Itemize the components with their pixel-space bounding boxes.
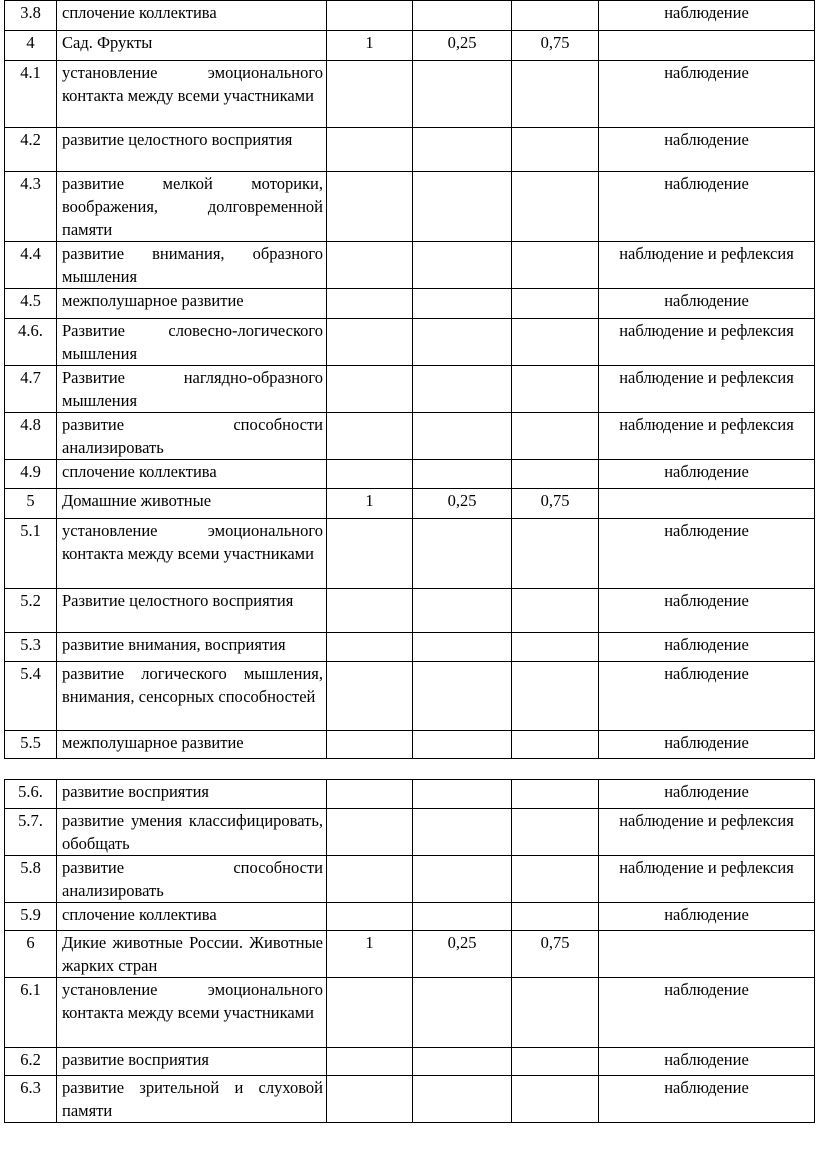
hours-practice-cell <box>512 289 599 319</box>
row-number-cell: 5.9 <box>5 903 57 931</box>
control-form-cell <box>599 489 815 519</box>
hours-total-cell <box>327 519 413 589</box>
hours-practice-cell: 0,75 <box>512 931 599 978</box>
table-row <box>5 731 815 759</box>
row-number-cell: 4.8 <box>5 413 57 460</box>
topic-cell: Дикие животные России. Животные жарких стран <box>57 931 327 978</box>
control-form-cell: наблюдение и рефлексия <box>599 319 815 366</box>
hours-theory-cell <box>413 978 512 1048</box>
hours-practice-cell <box>512 1 599 31</box>
hours-theory-cell <box>413 809 512 856</box>
hours-practice-cell <box>512 856 599 903</box>
hours-theory-cell <box>413 589 512 633</box>
row-number-cell: 6.2 <box>5 1048 57 1076</box>
row-number-cell: 4.9 <box>5 460 57 489</box>
table-row <box>5 289 815 319</box>
control-form-cell: наблюдение и рефлексия <box>599 242 815 289</box>
row-number-cell: 4.5 <box>5 289 57 319</box>
row-number-cell: 5.3 <box>5 633 57 662</box>
table-row <box>5 1 815 31</box>
table-row <box>5 366 815 413</box>
hours-practice-cell <box>512 1048 599 1076</box>
hours-practice-cell <box>512 780 599 809</box>
hours-theory-cell <box>413 61 512 128</box>
hours-practice-cell <box>512 413 599 460</box>
topic-cell: установление эмоционального контакта между всеми участниками <box>57 978 327 1048</box>
row-number-cell: 4.6. <box>5 319 57 366</box>
table-row <box>5 931 815 978</box>
topic-cell: развитие умения классифицировать, обобщать <box>57 809 327 856</box>
hours-theory-cell <box>413 731 512 759</box>
row-number-cell: 6.3 <box>5 1076 57 1123</box>
table-row <box>5 489 815 519</box>
table-row <box>5 809 815 856</box>
control-form-cell: наблюдение <box>599 731 815 759</box>
row-number-cell: 5 <box>5 489 57 519</box>
topic-cell: Развитие целостного восприятия <box>57 589 327 633</box>
row-number-cell: 4.3 <box>5 172 57 242</box>
hours-total-cell <box>327 809 413 856</box>
hours-total-cell <box>327 413 413 460</box>
control-form-cell: наблюдение <box>599 662 815 731</box>
hours-practice-cell <box>512 978 599 1048</box>
topic-cell: развитие восприятия <box>57 780 327 809</box>
hours-total-cell <box>327 1 413 31</box>
hours-total-cell <box>327 1048 413 1076</box>
hours-total-cell <box>327 172 413 242</box>
hours-practice-cell <box>512 460 599 489</box>
hours-practice-cell <box>512 809 599 856</box>
hours-theory-cell <box>413 662 512 731</box>
hours-total-cell <box>327 662 413 731</box>
topic-cell: развитие способности анализировать <box>57 856 327 903</box>
control-form-cell: наблюдение и рефлексия <box>599 856 815 903</box>
row-number-cell: 4.1 <box>5 61 57 128</box>
hours-total-cell <box>327 903 413 931</box>
topic-cell: сплочение коллектива <box>57 903 327 931</box>
topic-cell: сплочение коллектива <box>57 460 327 489</box>
topic-cell: развитие восприятия <box>57 1048 327 1076</box>
hours-practice-cell <box>512 662 599 731</box>
topic-cell: развитие внимания, образного мышления <box>57 242 327 289</box>
hours-total-cell <box>327 856 413 903</box>
table-row <box>5 519 815 589</box>
hours-theory-cell <box>413 903 512 931</box>
table-row <box>5 319 815 366</box>
table-row <box>5 172 815 242</box>
row-number-cell: 5.6. <box>5 780 57 809</box>
hours-total-cell <box>327 242 413 289</box>
topic-cell: Сад. Фрукты <box>57 31 327 61</box>
topic-cell: развитие логического мышления, внимания, сенсорных способностей <box>57 662 327 731</box>
row-number-cell: 6 <box>5 931 57 978</box>
table-row <box>5 128 815 172</box>
control-form-cell: наблюдение <box>599 519 815 589</box>
hours-total-cell: 1 <box>327 931 413 978</box>
hours-theory-cell <box>413 460 512 489</box>
topic-cell: установление эмоционального контакта между всеми участниками <box>57 519 327 589</box>
control-form-cell: наблюдение и рефлексия <box>599 809 815 856</box>
row-number-cell: 4.2 <box>5 128 57 172</box>
hours-theory-cell <box>413 1076 512 1123</box>
control-form-cell: наблюдение и рефлексия <box>599 413 815 460</box>
control-form-cell: наблюдение <box>599 589 815 633</box>
row-number-cell: 4 <box>5 31 57 61</box>
hours-practice-cell <box>512 128 599 172</box>
hours-total-cell <box>327 978 413 1048</box>
row-number-cell: 5.5 <box>5 731 57 759</box>
hours-total-cell <box>327 319 413 366</box>
hours-practice-cell <box>512 242 599 289</box>
table-row <box>5 780 815 809</box>
hours-total-cell <box>327 61 413 128</box>
row-number-cell: 4.4 <box>5 242 57 289</box>
topic-cell: Домашние животные <box>57 489 327 519</box>
hours-practice-cell: 0,75 <box>512 31 599 61</box>
hours-total-cell: 1 <box>327 31 413 61</box>
topic-cell: межполушарное развитие <box>57 731 327 759</box>
hours-theory-cell <box>413 780 512 809</box>
hours-total-cell <box>327 731 413 759</box>
hours-total-cell <box>327 460 413 489</box>
hours-theory-cell <box>413 289 512 319</box>
hours-theory-cell <box>413 633 512 662</box>
topic-cell: развитие способности анализировать <box>57 413 327 460</box>
hours-theory-cell: 0,25 <box>413 31 512 61</box>
control-form-cell <box>599 31 815 61</box>
hours-theory-cell <box>413 413 512 460</box>
hours-total-cell <box>327 780 413 809</box>
table-row <box>5 978 815 1048</box>
row-number-cell: 6.1 <box>5 978 57 1048</box>
table-row <box>5 460 815 489</box>
hours-theory-cell <box>413 319 512 366</box>
control-form-cell: наблюдение <box>599 780 815 809</box>
control-form-cell: наблюдение <box>599 128 815 172</box>
hours-practice-cell: 0,75 <box>512 489 599 519</box>
hours-practice-cell <box>512 519 599 589</box>
control-form-cell: наблюдение <box>599 1048 815 1076</box>
topic-cell: Развитие словесно-логического мышления <box>57 319 327 366</box>
topic-cell: развитие мелкой моторики, воображения, долговременной памяти <box>57 172 327 242</box>
topic-cell: сплочение коллектива <box>57 1 327 31</box>
hours-practice-cell <box>512 633 599 662</box>
table-row <box>5 633 815 662</box>
table-row <box>5 1076 815 1123</box>
topic-cell: развитие внимания, восприятия <box>57 633 327 662</box>
control-form-cell: наблюдение <box>599 289 815 319</box>
hours-theory-cell: 0,25 <box>413 931 512 978</box>
control-form-cell: наблюдение <box>599 633 815 662</box>
program-table-bottom-body <box>5 780 815 1123</box>
row-number-cell: 5.4 <box>5 662 57 731</box>
control-form-cell <box>599 931 815 978</box>
table-row <box>5 856 815 903</box>
hours-total-cell <box>327 128 413 172</box>
control-form-cell: наблюдение и рефлексия <box>599 366 815 413</box>
topic-cell: межполушарное развитие <box>57 289 327 319</box>
table-row <box>5 31 815 61</box>
program-table-top <box>4 0 815 759</box>
hours-total-cell <box>327 589 413 633</box>
control-form-cell: наблюдение <box>599 460 815 489</box>
control-form-cell: наблюдение <box>599 172 815 242</box>
hours-practice-cell <box>512 731 599 759</box>
row-number-cell: 5.2 <box>5 589 57 633</box>
row-number-cell: 5.8 <box>5 856 57 903</box>
table-row <box>5 242 815 289</box>
hours-total-cell <box>327 366 413 413</box>
row-number-cell: 5.1 <box>5 519 57 589</box>
hours-practice-cell <box>512 1076 599 1123</box>
hours-practice-cell <box>512 903 599 931</box>
hours-total-cell <box>327 289 413 319</box>
hours-practice-cell <box>512 589 599 633</box>
row-number-cell: 3.8 <box>5 1 57 31</box>
hours-theory-cell <box>413 1048 512 1076</box>
hours-theory-cell <box>413 242 512 289</box>
topic-cell: развитие целостного восприятия <box>57 128 327 172</box>
hours-theory-cell <box>413 128 512 172</box>
control-form-cell: наблюдение <box>599 1076 815 1123</box>
topic-cell: установление эмоционального контакта между всеми участниками <box>57 61 327 128</box>
table-row <box>5 413 815 460</box>
table-row <box>5 1048 815 1076</box>
topic-cell: развитие зрительной и слуховой памяти <box>57 1076 327 1123</box>
program-table-top-body <box>5 1 815 759</box>
hours-theory-cell <box>413 172 512 242</box>
table-row <box>5 903 815 931</box>
hours-practice-cell <box>512 319 599 366</box>
control-form-cell: наблюдение <box>599 903 815 931</box>
table-row <box>5 61 815 128</box>
control-form-cell: наблюдение <box>599 978 815 1048</box>
hours-theory-cell <box>413 519 512 589</box>
hours-theory-cell <box>413 1 512 31</box>
hours-theory-cell <box>413 366 512 413</box>
row-number-cell: 4.7 <box>5 366 57 413</box>
control-form-cell: наблюдение <box>599 1 815 31</box>
hours-total-cell: 1 <box>327 489 413 519</box>
control-form-cell: наблюдение <box>599 61 815 128</box>
hours-practice-cell <box>512 366 599 413</box>
hours-theory-cell <box>413 856 512 903</box>
hours-practice-cell <box>512 61 599 128</box>
hours-total-cell <box>327 633 413 662</box>
hours-theory-cell: 0,25 <box>413 489 512 519</box>
hours-total-cell <box>327 1076 413 1123</box>
topic-cell: Развитие наглядно-образного мышления <box>57 366 327 413</box>
table-row <box>5 589 815 633</box>
table-row <box>5 662 815 731</box>
row-number-cell: 5.7. <box>5 809 57 856</box>
hours-practice-cell <box>512 172 599 242</box>
program-table-bottom <box>4 779 815 1123</box>
